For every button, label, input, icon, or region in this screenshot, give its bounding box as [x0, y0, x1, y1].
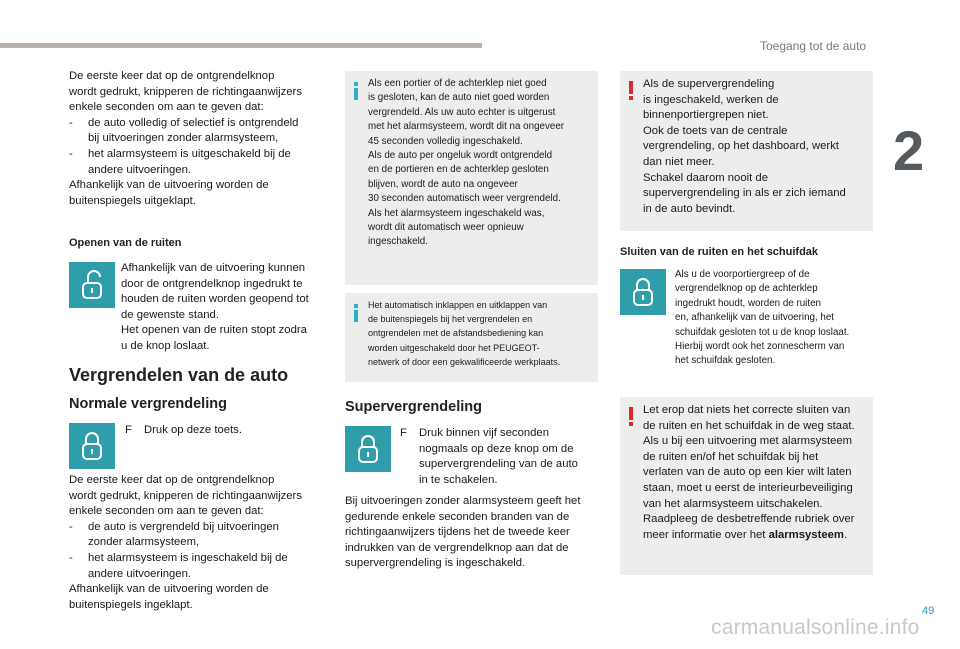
info-box-door-closure-text: Als een portier of de achterklep niet goed is gesloten, kan de auto niet goed worden vergrendeld. Als uw auto echter is uitgerust met het alarmsysteem, wordt dit na ongeveer 45 seconden volledig ingeschakeld. Als de auto per ongeluk wordt ontgrendeld en de portieren en de achterklep gesloten blijven, wordt de auto na ongeveer 30 seconden automatisch weer vergrendeld. Als het alarmsysteem ingeschakeld was, wordt dit automatisch weer opnieuw ingeschakeld. — [368, 78, 565, 248]
warning-icon — [629, 407, 633, 426]
info-icon — [354, 304, 358, 322]
list-item: - de auto volledig of selectief is ontgrendeld bij uitvoeringen zonder alarmsysteem, — [69, 116, 299, 145]
chapter-number: 2 — [893, 119, 925, 182]
warning-box-closing-text: Let erop dat niets het correcte sluiten van de ruiten en het schuifdak in de weg staat. Als u bij een uitvoering met alarmsysteem de ruiten en/of het schuifdak bij het verlaten van de auto op een kier wilt laten staan, moet u eerst de interieurbeveiliging van het alarmsysteem uitschakelen. Raadpleeg de desbetreffende rubriek over meer informatie over het alarmsysteem. — [643, 403, 869, 543]
section-title: Toegang tot de auto — [760, 39, 867, 53]
text-line: Afhankelijk van de uitvoering worden de — [69, 179, 269, 192]
text-line: wordt gedrukt, knipperen de richtingaanwijzers — [69, 85, 302, 98]
open-windows-text: Afhankelijk van de uitvoering kunnen door de ontgrendelknop ingedrukt te houden de ruiten worden geopend tot de gewenste stand. Het openen van de ruiten stopt zodra u de knop loslaat. — [121, 262, 309, 352]
padlock-closed-icon — [620, 269, 666, 315]
close-windows-text: Als u de voorportiergreep of de vergrendelknop op de achterklep ingedrukt houdt, worden de ruiten en, afhankelijk van de uitvoering, het schuifdak gesloten tot u de knop loslaat. Hierbij wordt ook het zonnescherm van het schuifdak gesloten. — [675, 269, 850, 367]
page-number: 49 — [922, 605, 935, 617]
lock-paragraph: De eerste keer dat op de ontgrendelknop wordt gedrukt, knipperen de richtingaanwijzers enkele seconden om aan te geven dat: - de auto is vergrendeld bij uitvoeringen zonder alarmsysteem, - het alarmsysteem is ingeschakeld bij de andere uitvoeringen. Afhankelijk van de uitvoering worden de buitenspiegels ingeklapt. — [69, 473, 339, 613]
step-marker: F — [125, 424, 132, 436]
info-box-mirrors-text: Het automatisch inklappen en uitklappen van de buitenspiegels bij het vergrendelen en ontgrendelen met de afstandsbediening kan worden uitgeschakeld door het PEUGEOT- netwerk of door een gekwalificeerde werkplaats. — [368, 300, 561, 367]
close-windows-heading: Sluiten van de ruiten en het schuifdak — [620, 246, 819, 258]
info-icon — [354, 82, 358, 100]
super-lock-paragraph: Bij uitvoeringen zonder alarmsysteem geeft het gedurende enkele seconden branden van de richtingaanwijzers tijdens het de tweede keer indrukken van de vergrendelknop aan dat de supervergrendeling is ingeschakeld. — [345, 495, 581, 570]
text-line: buitenspiegels uitgeklapt. — [69, 194, 196, 207]
list-item: - de auto is vergrendeld bij uitvoeringen zonder alarmsysteem, — [69, 520, 279, 549]
watermark: carmanualsonline.info — [711, 616, 920, 639]
warning-icon — [629, 81, 633, 100]
list-item: - het alarmsysteem is uitgeschakeld bij de andere uitvoeringen. — [69, 147, 291, 176]
alarm-reference: alarmsysteem — [768, 528, 844, 541]
text-line: De eerste keer dat op de ontgrendelknop — [69, 70, 275, 82]
intro-paragraph — [69, 69, 339, 209]
text-line: enkele seconden om aan te geven dat: — [69, 101, 264, 114]
open-windows-heading: Openen van de ruiten — [69, 237, 182, 249]
padlock-closed-icon — [345, 426, 391, 472]
normal-lock-heading: Normale vergrendeling — [69, 396, 227, 412]
padlock-open-icon — [69, 262, 115, 308]
text-line-with-reference: meer informatie over het alarmsysteem. — [643, 528, 848, 541]
lock-heading: Vergrendelen van de auto — [69, 365, 289, 385]
list-item: - het alarmsysteem is ingeschakeld bij de andere uitvoeringen. — [69, 551, 288, 580]
normal-lock-step: F Druk op deze toets. — [125, 423, 325, 439]
super-lock-heading: Supervergrendeling — [345, 399, 482, 415]
step-marker: F — [400, 427, 407, 439]
super-lock-step: F Druk binnen vijf seconden nogmaals op deze knop om de supervergrendeling van de auto in te schakelen. — [400, 426, 600, 488]
header-rule — [0, 43, 482, 48]
padlock-closed-icon — [69, 423, 115, 469]
warning-box-super-lock-text: Als de supervergrendeling is ingeschakeld, werken de binnenportiergrepen niet. Ook de toets van de centrale vergrendeling, op het dashboard, werkt dan niet meer. Schakel daarom nooit de supervergrendeling in als er zich iemand in de auto bevindt. — [643, 78, 846, 215]
